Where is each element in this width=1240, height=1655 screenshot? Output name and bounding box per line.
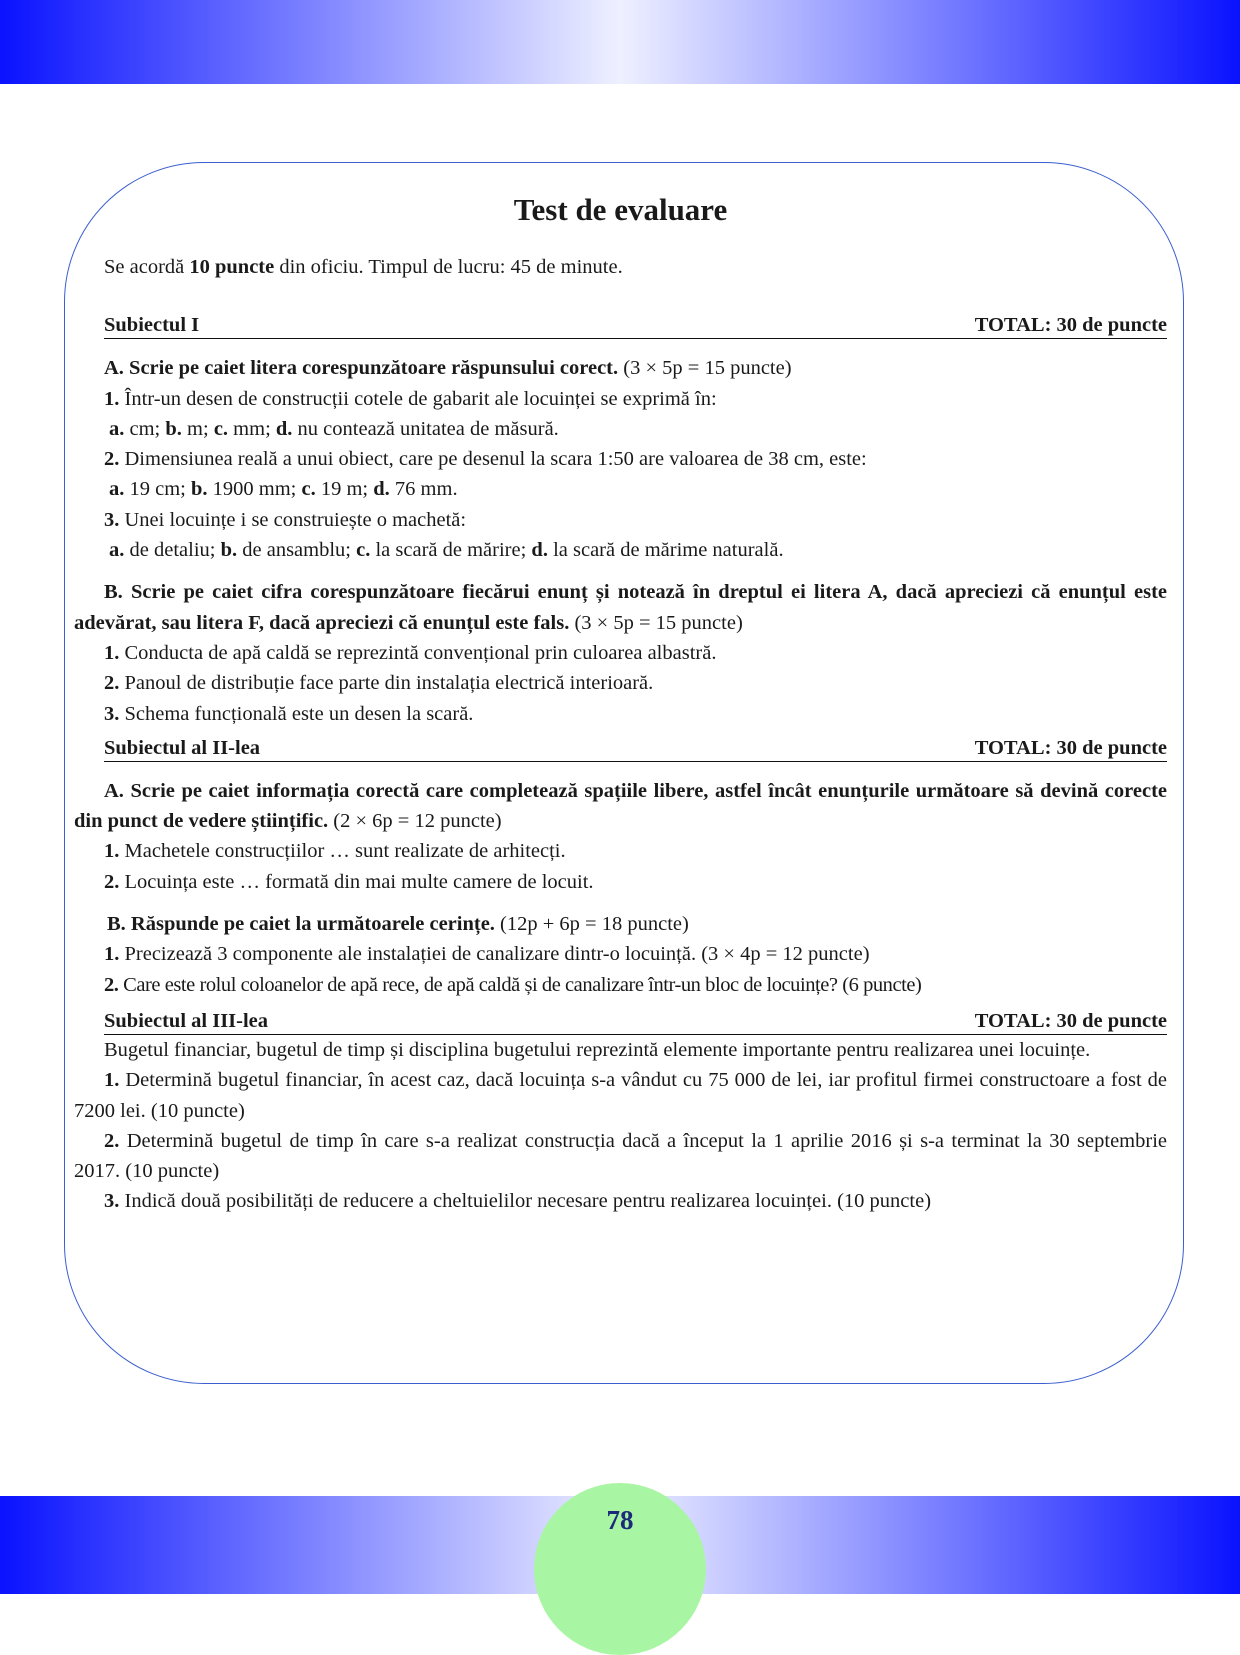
q-num: 3. (104, 702, 120, 725)
q-text: Conducta de apă caldă se reprezintă convențional prin culoarea albastră. (119, 641, 717, 664)
opt-text: nu contează unitatea de măsură. (292, 417, 559, 440)
q-text: Indică două posibilități de reducere a cheltuielilor necesare pentru realizarea locuinței. (10 puncte) (119, 1190, 932, 1213)
s1-a-q1-options (74, 414, 1167, 444)
s3-item-1 (74, 1065, 1167, 1126)
opt-letter: d. (275, 417, 293, 440)
q-text: Care este rolul coloanelor de apă rece, de apă caldă și de canalizare într-un bloc de locuințe? (6 puncte) (118, 973, 922, 996)
section-3-total: TOTAL: 30 de puncte (974, 1009, 1167, 1032)
s3-item-2 (74, 1126, 1167, 1187)
s1-b-item-1 (74, 638, 1167, 668)
section-1-title: Subiectul I (104, 314, 200, 337)
q-text: Determină bugetul financiar, în acest caz, dacă locuința s-a vândut cu 75 000 de lei, iar profitul firmei constructoare a fost de 7200 lei. (10 puncte) (74, 1069, 1167, 1122)
opt-text: 76 mm. (389, 478, 458, 501)
q-text: Precizează 3 componente ale instalației de canalizare dintr-o locuință. (3 × 4p = 12 puncte) (119, 943, 870, 966)
s1-b-instr-rest: (3 × 5p = 15 puncte) (569, 611, 743, 634)
section-2-title: Subiectul al II-lea (104, 736, 261, 759)
opt-letter: a. (109, 539, 125, 562)
q-num: 1. (104, 943, 120, 966)
section-2-header (104, 735, 1167, 762)
s2-a-instr-bold: A. Scrie pe caiet informația corectă care completează spațiile libere, astfel încât enunțurile următoare să devină corecte din punct de vedere științific. (74, 779, 1167, 833)
opt-text: 19 cm; (124, 478, 191, 501)
opt-letter: a. (109, 417, 125, 440)
opt-letter: c. (301, 478, 316, 501)
s2-a-instr-rest: (2 × 6p = 12 puncte) (328, 810, 502, 833)
q-text: Determină bugetul de timp în care s-a realizat construcția dacă a început la 1 aprilie 2016 și s-a terminat la 30 septembrie 2017. (10 puncte) (74, 1129, 1167, 1183)
q-num: 1. (104, 641, 120, 664)
opt-letter: c. (356, 539, 371, 562)
opt-text: 1900 mm; (207, 478, 302, 501)
q-text: Într-un desen de construcții cotele de gabarit ale locuinței se exprimă în: (119, 387, 717, 410)
s2-b-item-2 (74, 970, 1167, 1000)
q-num: 3. (104, 1190, 120, 1213)
s2-b-instr-bold: B. Răspunde pe caiet la următoarele cerințe. (107, 913, 495, 936)
section-1-header (104, 312, 1167, 339)
opt-text: cm; (124, 417, 166, 440)
section-1-total: TOTAL: 30 de puncte (974, 314, 1167, 337)
opt-text: mm; (228, 417, 276, 440)
q-num: 2. (104, 448, 120, 471)
s1-a-q3-options (74, 535, 1167, 565)
q-num: 1. (104, 387, 120, 410)
q-text: Unei locuințe i se construiește o machetă: (119, 508, 467, 531)
s1-a-instr-bold: A. Scrie pe caiet litera corespunzătoare răspunsului corect. (104, 357, 619, 380)
opt-text: la scară de mărime naturală. (547, 539, 784, 562)
intro-prefix: Se acordă (104, 256, 190, 278)
q-num: 3. (104, 508, 120, 531)
opt-letter: b. (191, 478, 208, 501)
intro-points: 10 puncte (189, 256, 275, 278)
s1-b-item-2 (74, 668, 1167, 698)
opt-text: la scară de mărire; (370, 539, 532, 562)
s1-a-q2-options (74, 474, 1167, 504)
q-text: Panoul de distribuție face parte din instalația electrică interioară. (119, 672, 654, 695)
opt-text: m; (181, 417, 214, 440)
s3-intro: Bugetul financiar, bugetul de timp și disciplina bugetului reprezintă elemente importante pentru realizarea unei locuințe. (104, 1038, 1091, 1061)
page-number: 78 (606, 1505, 634, 1535)
test-content (74, 190, 1167, 1217)
q-num: 2. (104, 1129, 120, 1152)
intro-line (74, 252, 1167, 282)
s1-a-q2 (74, 444, 1167, 474)
s2-a-item-2 (74, 867, 1167, 897)
s1-b-item-3 (74, 699, 1167, 729)
section-3-header (104, 1008, 1167, 1035)
opt-text: de detaliu; (124, 539, 221, 562)
opt-text: 19 m; (315, 478, 374, 501)
s1-a-instruction (74, 353, 1167, 383)
s1-b-instruction (74, 577, 1167, 638)
opt-letter: d. (531, 539, 548, 562)
q-num: 2. (104, 672, 120, 695)
s2-a-item-1 (74, 836, 1167, 866)
opt-letter: b. (165, 417, 182, 440)
q-num: 1. (104, 840, 120, 863)
q-text: Locuința este … formată din mai multe camere de locuit. (119, 870, 594, 893)
top-gradient-band (0, 0, 1240, 84)
s2-b-item-1 (74, 939, 1167, 969)
q-num: 2. (104, 870, 120, 893)
q-text: Dimensiunea reală a unui obiect, care pe desenul la scara 1:50 are valoarea de 38 cm, este: (119, 448, 867, 471)
s2-b-instruction (74, 909, 1167, 939)
s1-b-instr-bold: B. Scrie pe caiet cifra corespunzătoare fiecărui enunț și notează în dreptul ei litera A, dacă apreciezi că enunțul este adevărat, sau litera F, dacă apreciezi că enunțul este fals. (74, 581, 1167, 634)
section-2-total: TOTAL: 30 de puncte (974, 736, 1167, 759)
opt-letter: d. (373, 478, 390, 501)
s2-a-instruction (74, 776, 1167, 837)
q-text: Machetele construcțiilor … sunt realizate de arhitecți. (119, 840, 566, 863)
q-num: 2. (104, 973, 119, 996)
opt-letter: a. (109, 478, 125, 501)
s2-b-instr-rest: (12p + 6p = 18 puncte) (494, 913, 689, 936)
q-num: 1. (104, 1069, 120, 1092)
s1-a-instr-rest: (3 × 5p = 15 puncte) (618, 357, 792, 380)
page-title: Test de evaluare (513, 192, 728, 227)
section-3-title: Subiectul al III-lea (104, 1009, 269, 1032)
s1-a-q1 (74, 384, 1167, 414)
opt-letter: c. (213, 417, 229, 440)
intro-suffix: din oficiu. Timpul de lucru: 45 de minute. (274, 256, 623, 278)
q-text: Schema funcțională este un desen la scară. (119, 702, 474, 725)
s1-a-q3 (74, 505, 1167, 535)
s3-item-3 (74, 1186, 1167, 1216)
opt-letter: b. (220, 539, 238, 562)
opt-text: de ansamblu; (237, 539, 357, 562)
